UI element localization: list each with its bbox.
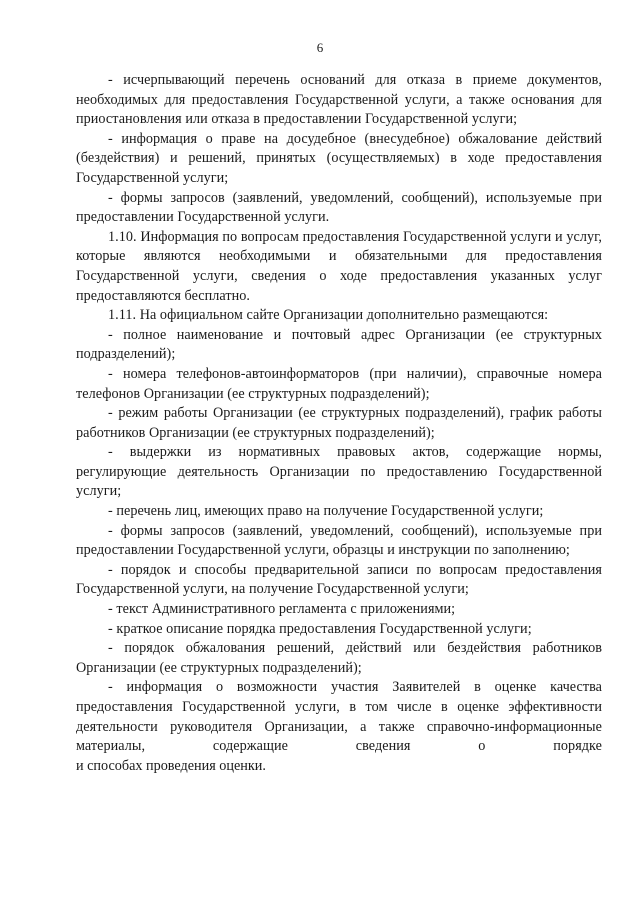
paragraph-phone-numbers: - номера телефонов-автоинформаторов (при наличии), справочные номера телефонов Организации (ее структурных подразделений); — [76, 365, 602, 402]
paragraph-1-10: 1.10. Информация по вопросам предоставления Государственной услуги и услуг, которые являются необходимыми и обязательными для предоставления Государственной услуги, сведения о ходе предоставления указанных услуг предоставляются бесплатно. — [76, 228, 602, 304]
paragraph-pre-registration: - порядок и способы предварительной записи по вопросам предоставления Государственной услуги, на получение Государственной услуги; — [76, 561, 602, 598]
document-body — [76, 71, 602, 776]
page-number: 6 — [316, 40, 324, 55]
paragraph-procedure-summary: - краткое описание порядка предоставления Государственной услуги; — [108, 620, 532, 637]
paragraph-eligible-persons: - перечень лиц, имеющих право на получение Государственной услуги; — [108, 503, 544, 520]
paragraph-final-line: и способах проведения оценки. — [76, 757, 266, 774]
paragraph-working-hours: - режим работы Организации (ее структурных подразделений), график работы работников Организации (ее структурных подразделений); — [76, 405, 602, 441]
paragraph-1-11: 1.11. На официальном сайте Организации дополнительно размещаются: — [108, 307, 549, 324]
paragraph-grounds-for-refusal: - исчерпывающий перечень оснований для отказа в приеме документов, необходимых для предоставления Государственной услуги, а также основания для приостановления или отказа в предоставлении Государственной услуги; — [76, 72, 602, 128]
paragraph-request-forms-samples: - формы запросов (заявлений, уведомлений, сообщений), используемые при предоставлении Государственной услуги, образцы и инструкции по заполнению; — [76, 522, 602, 559]
paragraph-full-name-address: - полное наименование и почтовый адрес Организации (ее структурных подразделений); — [76, 326, 602, 363]
paragraph-appeal-procedure: - порядок обжалования решений, действий или бездействия работников Организации (ее структурных подразделений); — [76, 640, 602, 676]
paragraph-quality-assessment: - информация о возможности участия Заявителей в оценке качества предоставления Государственной услуги, в том числе в оценке эффективности деятельности руководителя Организации, а также справочно-информационные материалы, содержащие сведения о порядке — [76, 679, 602, 755]
paragraph-request-forms: - формы запросов (заявлений, уведомлений, сообщений), используемые при предоставлении Государственной услуги. — [76, 189, 602, 226]
paragraph-regulation-text: - текст Административного регламента с приложениями; — [108, 601, 456, 618]
paragraph-regulatory-excerpts: - выдержки из нормативных правовых актов, содержащие нормы, регулирующие деятельность Организации по предоставлению Государственной услуги; — [76, 444, 602, 500]
paragraph-right-to-appeal: - информация о праве на досудебное (внесудебное) обжалование действий (бездействия) и решений, принятых (осуществляемых) в ходе предоставления Государственной услуги; — [76, 130, 602, 186]
